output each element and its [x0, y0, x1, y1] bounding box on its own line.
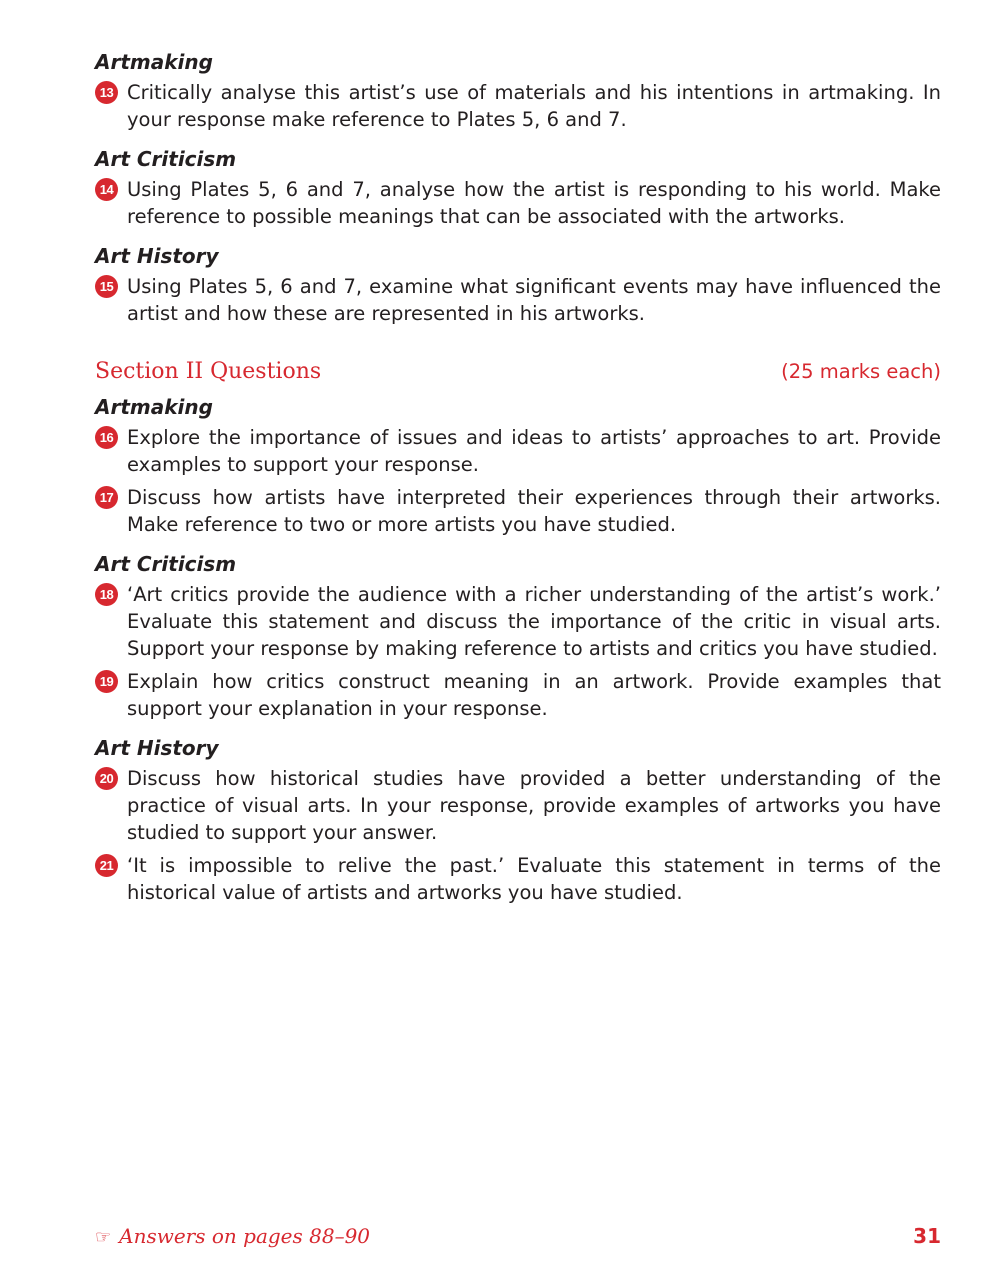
section-title: Section II Questions — [95, 359, 322, 384]
section-i-art-criticism-group — [95, 145, 941, 230]
question-number-badge: 16 — [95, 426, 118, 449]
question-text: Explore the importance of issues and ideas to artists’ approaches to art. Provide examples to support your response. — [127, 426, 941, 476]
question-21 — [95, 852, 941, 906]
question-13 — [95, 79, 941, 133]
question-text: Discuss how historical studies have provided a better understanding of the practice of visual arts. In your response, provide examples of artworks you have studied to support your answer. — [127, 767, 941, 844]
answers-link-text: Answers on pages 88–90 — [119, 1224, 371, 1248]
section-ii-art-history-group — [95, 734, 941, 906]
pointing-hand-icon: ☞ — [95, 1227, 112, 1248]
answers-reference[interactable] — [95, 1224, 370, 1248]
question-15 — [95, 273, 941, 327]
question-14 — [95, 176, 941, 230]
section-ii-art-criticism-group — [95, 550, 941, 722]
question-text: Discuss how artists have interpreted their experiences through their artworks. Make reference to two or more artists you have studied. — [127, 486, 941, 536]
group-heading: Art History — [95, 736, 219, 760]
question-text: Using Plates 5, 6 and 7, examine what significant events may have influenced the artist and how these are represented in his artworks. — [127, 275, 941, 325]
group-heading: Art History — [95, 244, 219, 268]
question-16 — [95, 424, 941, 478]
group-heading: Artmaking — [95, 395, 213, 419]
section-ii-artmaking-group — [95, 393, 941, 538]
section-i-art-history-group — [95, 242, 941, 327]
question-text: Using Plates 5, 6 and 7, analyse how the artist is responding to his world. Make reference to possible meanings that can be associated with the artworks. — [127, 178, 941, 228]
group-heading: Art Criticism — [95, 147, 237, 171]
section-ii-header — [95, 357, 941, 387]
question-19 — [95, 668, 941, 722]
question-17 — [95, 484, 941, 538]
page-footer — [95, 1224, 941, 1248]
question-number-badge: 21 — [95, 854, 118, 877]
section-marks: (25 marks each) — [781, 360, 941, 383]
page-number: 31 — [913, 1224, 941, 1248]
question-number-badge: 14 — [95, 178, 118, 201]
question-text: ‘Art critics provide the audience with a richer understanding of the artist’s work.’ Evaluate this statement and discuss the importance of the critic in visual arts. Support your response by making reference to artists and critics you have studied. — [127, 583, 941, 660]
question-text: Critically analyse this artist’s use of materials and his intentions in artmaking. In your response make reference to Plates 5, 6 and 7. — [127, 81, 941, 131]
question-number-badge: 17 — [95, 486, 118, 509]
question-number-badge: 20 — [95, 767, 118, 790]
question-text: Explain how critics construct meaning in an artwork. Provide examples that support your explanation in your response. — [127, 670, 941, 720]
question-18 — [95, 581, 941, 662]
group-heading: Artmaking — [95, 50, 213, 74]
question-20 — [95, 765, 941, 846]
question-number-badge: 13 — [95, 81, 118, 104]
group-heading: Art Criticism — [95, 552, 237, 576]
page-content — [95, 48, 941, 906]
section-i-artmaking-group — [95, 48, 941, 133]
question-text: ‘It is impossible to relive the past.’ Evaluate this statement in terms of the historical value of artists and artworks you have studied. — [127, 854, 941, 904]
question-number-badge: 19 — [95, 670, 118, 693]
question-number-badge: 18 — [95, 583, 118, 606]
question-number-badge: 15 — [95, 275, 118, 298]
